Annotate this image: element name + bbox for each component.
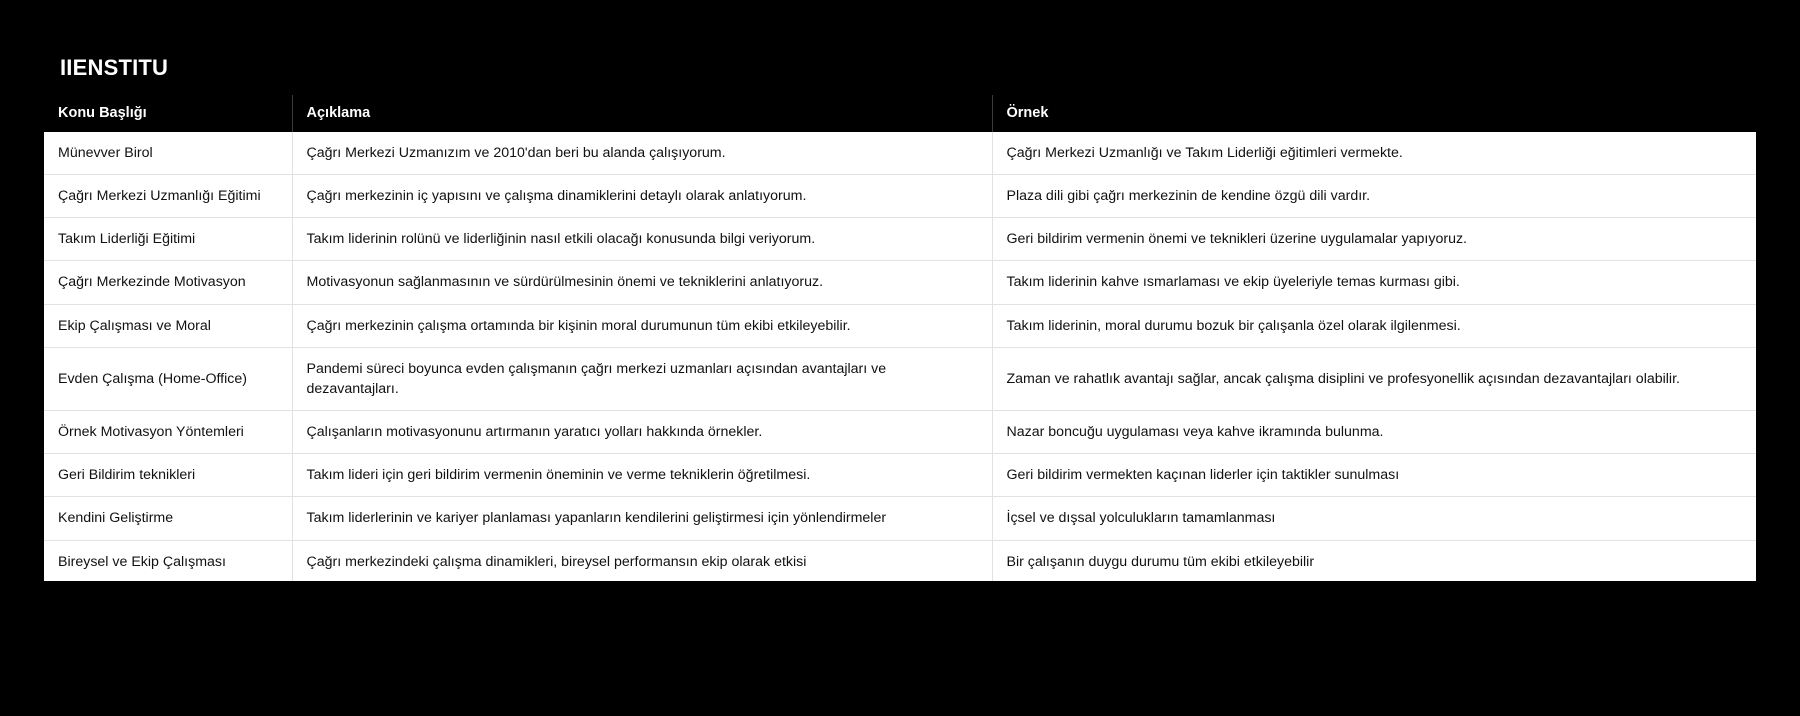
table-body xyxy=(44,132,1756,581)
cell-desc: Çağrı merkezinin iç yapısını ve çalışma dinamiklerini detaylı olarak anlatıyorum. xyxy=(292,175,992,218)
cell-topic: Münevver Birol xyxy=(44,132,292,175)
cell-example: Bir çalışanın duygu durumu tüm ekibi etkileyebilir xyxy=(992,540,1756,581)
cell-desc: Takım liderlerinin ve kariyer planlaması yapanların kendilerini geliştirmesi için yönlendirmeler xyxy=(292,497,992,540)
brand-bar xyxy=(44,41,1756,95)
cell-topic: Çağrı Merkezinde Motivasyon xyxy=(44,261,292,304)
table-header-row xyxy=(44,95,1756,132)
table-row xyxy=(44,261,1756,304)
cell-desc: Çağrı merkezinin çalışma ortamında bir kişinin moral durumunun tüm ekibi etkileyebilir. xyxy=(292,304,992,347)
column-header-desc[interactable]: Açıklama xyxy=(292,95,992,132)
cell-topic: Örnek Motivasyon Yöntemleri xyxy=(44,411,292,454)
table-row xyxy=(44,540,1756,581)
cell-example: Nazar boncuğu uygulaması veya kahve ikramında bulunma. xyxy=(992,411,1756,454)
cell-desc: Çalışanların motivasyonunu artırmanın yaratıcı yolları hakkında örnekler. xyxy=(292,411,992,454)
brand-title: IIENSTITU xyxy=(60,55,169,80)
column-header-topic[interactable]: Konu Başlığı xyxy=(44,95,292,132)
table-row xyxy=(44,175,1756,218)
table-row xyxy=(44,497,1756,540)
cell-desc: Çağrı Merkezi Uzmanızım ve 2010'dan beri bu alanda çalışıyorum. xyxy=(292,132,992,175)
table-row xyxy=(44,304,1756,347)
cell-topic: Çağrı Merkezi Uzmanlığı Eğitimi xyxy=(44,175,292,218)
cell-topic: Geri Bildirim teknikleri xyxy=(44,454,292,497)
table-header xyxy=(44,95,1756,132)
cell-example: Çağrı Merkezi Uzmanlığı ve Takım Liderliği eğitimleri vermekte. xyxy=(992,132,1756,175)
table-row xyxy=(44,347,1756,410)
cell-desc: Motivasyonun sağlanmasının ve sürdürülmesinin önemi ve tekniklerini anlatıyoruz. xyxy=(292,261,992,304)
cell-example: Takım liderinin kahve ısmarlaması ve ekip üyeleriyle temas kurması gibi. xyxy=(992,261,1756,304)
topics-table xyxy=(44,95,1756,581)
cell-example: Zaman ve rahatlık avantajı sağlar, ancak çalışma disiplini ve profesyonellik açısından dezavantajları olabilir. xyxy=(992,347,1756,410)
table-row xyxy=(44,132,1756,175)
cell-desc: Çağrı merkezindeki çalışma dinamikleri, bireysel performansın ekip olarak etkisi xyxy=(292,540,992,581)
column-header-example[interactable]: Örnek xyxy=(992,95,1756,132)
cell-example: Geri bildirim vermenin önemi ve teknikleri üzerine uygulamalar yapıyoruz. xyxy=(992,218,1756,261)
cell-topic: Evden Çalışma (Home-Office) xyxy=(44,347,292,410)
cell-example: İçsel ve dışsal yolculukların tamamlanması xyxy=(992,497,1756,540)
cell-topic: Bireysel ve Ekip Çalışması xyxy=(44,540,292,581)
cell-desc: Takım liderinin rolünü ve liderliğinin nasıl etkili olacağı konusunda bilgi veriyorum. xyxy=(292,218,992,261)
cell-topic: Kendini Geliştirme xyxy=(44,497,292,540)
cell-example: Plaza dili gibi çağrı merkezinin de kendine özgü dili vardır. xyxy=(992,175,1756,218)
cell-example: Takım liderinin, moral durumu bozuk bir çalışanla özel olarak ilgilenmesi. xyxy=(992,304,1756,347)
table-row xyxy=(44,454,1756,497)
table-row xyxy=(44,411,1756,454)
cell-topic: Ekip Çalışması ve Moral xyxy=(44,304,292,347)
cell-example: Geri bildirim vermekten kaçınan liderler için taktikler sunulması xyxy=(992,454,1756,497)
content-card xyxy=(44,41,1756,581)
cell-desc: Takım lideri için geri bildirim vermenin öneminin ve verme tekniklerin öğretilmesi. xyxy=(292,454,992,497)
cell-topic: Takım Liderliği Eğitimi xyxy=(44,218,292,261)
cell-desc: Pandemi süreci boyunca evden çalışmanın çağrı merkezi uzmanları açısından avantajları ve dezavantajları. xyxy=(292,347,992,410)
table-row xyxy=(44,218,1756,261)
